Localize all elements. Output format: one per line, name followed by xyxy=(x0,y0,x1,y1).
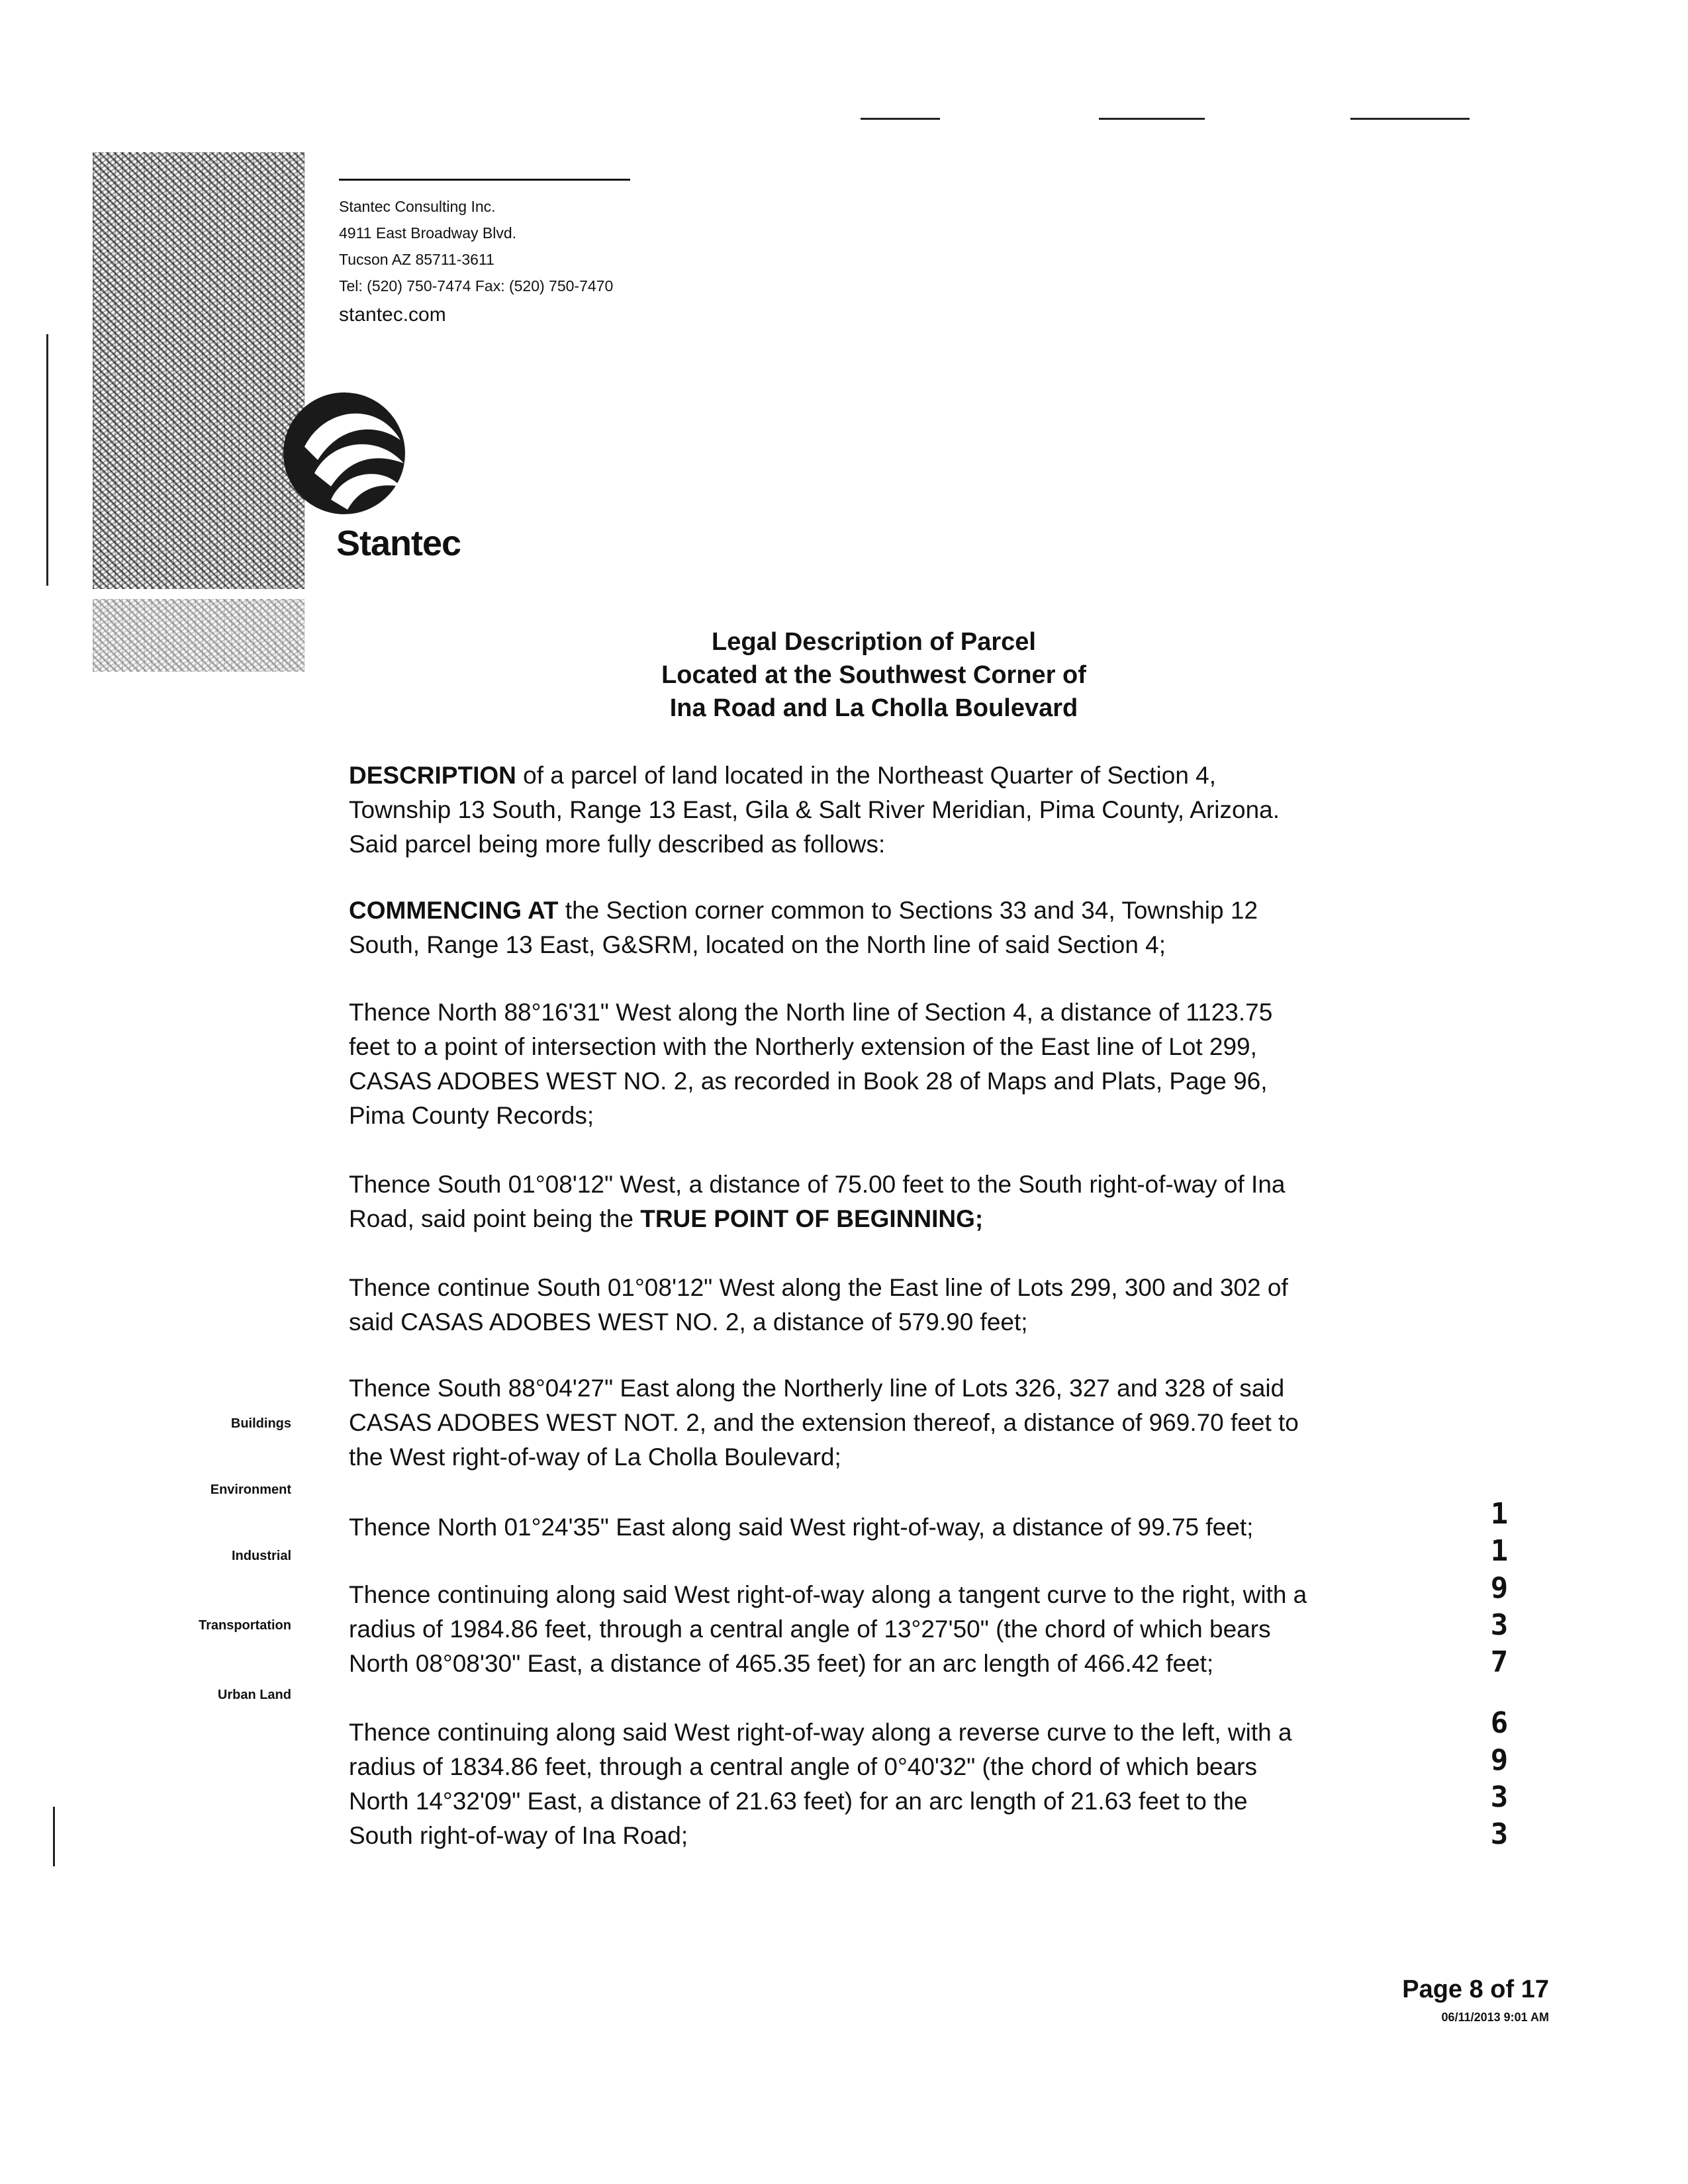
scan-mark xyxy=(861,118,940,120)
paragraph-course xyxy=(349,1371,1408,1475)
paragraph-line: radius of 1834.86 feet, through a central angle of 0°40'32" (the chord of which bears xyxy=(349,1753,1257,1780)
paragraph-line: CASAS ADOBES WEST NOT. 2, and the extension thereof, a distance of 969.70 feet to xyxy=(349,1409,1299,1436)
paragraph-line: Thence continuing along said West right-of-way along a tangent curve to the right, with a xyxy=(349,1581,1307,1608)
paragraph-course xyxy=(349,1715,1408,1853)
letterhead-texture xyxy=(93,599,305,672)
true-point-of-beginning: TRUE POINT OF BEGINNING; xyxy=(640,1205,984,1232)
paragraph-lead: COMMENCING AT xyxy=(349,897,559,924)
sidebar-item-transportation: Transportation xyxy=(198,1618,291,1633)
sidebar-item-environment: Environment xyxy=(210,1482,291,1497)
address-line-2: Tucson AZ 85711-3611 xyxy=(339,251,494,268)
paragraph-course xyxy=(349,1510,1408,1545)
paragraph-line: Township 13 South, Range 13 East, Gila & Salt River Meridian, Pima County, Arizona. xyxy=(349,796,1280,823)
address-line-1: 4911 East Broadway Blvd. xyxy=(339,224,517,242)
title-line: Located at the Southwest Corner of xyxy=(661,661,1086,689)
scan-mark xyxy=(1099,118,1205,120)
paragraph-line: South right-of-way of Ina Road; xyxy=(349,1822,688,1849)
paragraph-line: Thence North 01°24'35" East along said West right-of-way, a distance of 99.75 feet; xyxy=(349,1514,1254,1541)
phone-fax: Tel: (520) 750-7474 Fax: (520) 750-7470 xyxy=(339,277,614,295)
paragraph-line: CASAS ADOBES WEST NO. 2, as recorded in Book 28 of Maps and Plats, Page 96, xyxy=(349,1068,1268,1095)
paragraph-line xyxy=(349,1202,1408,1236)
paragraph-line: radius of 1984.86 feet, through a central angle of 13°27'50" (the chord of which bears xyxy=(349,1615,1271,1643)
title-line: Legal Description of Parcel xyxy=(712,628,1036,656)
stantec-logo-icon xyxy=(278,387,410,520)
timestamp: 06/11/2013 9:01 AM xyxy=(1441,2011,1549,2024)
document-title xyxy=(523,625,1225,725)
letterhead-contact xyxy=(339,193,613,328)
paragraph-text: of a parcel of land located in the Northeast Quarter of Section 4, xyxy=(516,762,1217,789)
paragraph-line: Thence South 01°08'12" West, a distance of 75.00 feet to the South right-of-way of Ina xyxy=(349,1171,1286,1198)
scan-mark xyxy=(1350,118,1470,120)
paragraph-line: feet to a point of intersection with the Northerly extension of the East line of Lot 299, xyxy=(349,1033,1257,1060)
paragraph-line: North 08°08'30" East, a distance of 465.35 feet) for an arc length of 466.42 feet; xyxy=(349,1650,1214,1677)
recording-digit: 9 xyxy=(1490,1571,1509,1605)
paragraph-text: the Section corner common to Sections 33 and 34, Township 12 xyxy=(558,897,1258,924)
paragraph-course xyxy=(349,1167,1408,1236)
paragraph-line xyxy=(349,758,1408,793)
letterhead-texture xyxy=(93,152,305,589)
sidebar-item-urban-land: Urban Land xyxy=(217,1688,291,1702)
recording-digit: 7 xyxy=(1490,1645,1509,1679)
paragraph-line: Said parcel being more fully described as follows: xyxy=(349,831,886,858)
recording-digit: 3 xyxy=(1490,1780,1509,1814)
paragraph-lead: DESCRIPTION xyxy=(349,762,516,789)
company-name: Stantec Consulting Inc. xyxy=(339,198,496,215)
paragraph-line: Pima County Records; xyxy=(349,1102,594,1129)
recording-digit: 1 xyxy=(1490,1497,1509,1531)
brand-name: Stantec xyxy=(336,523,461,563)
recording-digit: 3 xyxy=(1490,1608,1509,1642)
sidebar-item-buildings: Buildings xyxy=(230,1416,291,1431)
recording-number xyxy=(1486,1496,1513,1853)
paragraph-line: Thence North 88°16'31" West along the North line of Section 4, a distance of 1123.75 xyxy=(349,999,1273,1026)
paragraph-line: the West right-of-way of La Cholla Boulevard; xyxy=(349,1443,841,1471)
recording-digit: 3 xyxy=(1490,1817,1509,1851)
paragraph-line: Thence continuing along said West right-of-way along a reverse curve to the left, with a xyxy=(349,1719,1292,1746)
paragraph-line: Thence South 88°04'27" East along the Northerly line of Lots 326, 327 and 328 of said xyxy=(349,1375,1285,1402)
paragraph-line xyxy=(349,893,1408,928)
recording-digit: 9 xyxy=(1490,1743,1509,1777)
recording-digit: 1 xyxy=(1490,1534,1509,1568)
paragraph-line: South, Range 13 East, G&SRM, located on the North line of said Section 4; xyxy=(349,931,1166,958)
letterhead-rule xyxy=(339,179,630,181)
recording-digit: 6 xyxy=(1490,1706,1509,1740)
paragraph-line: North 14°32'09" East, a distance of 21.63 feet) for an arc length of 21.63 feet to the xyxy=(349,1788,1248,1815)
paragraph-description xyxy=(349,758,1408,862)
paragraph-line: Thence continue South 01°08'12" West along the East line of Lots 299, 300 and 302 of xyxy=(349,1274,1288,1301)
page-number: Page 8 of 17 xyxy=(1402,1976,1549,2003)
paragraph-course xyxy=(349,995,1408,1133)
paragraph-line: said CASAS ADOBES WEST NO. 2, a distance of 579.90 feet; xyxy=(349,1308,1028,1336)
paragraph-text: Road, said point being the xyxy=(349,1205,641,1232)
paragraph-commencing xyxy=(349,893,1408,962)
sidebar-item-industrial: Industrial xyxy=(231,1549,291,1563)
title-line: Ina Road and La Cholla Boulevard xyxy=(669,694,1078,722)
paragraph-course xyxy=(349,1271,1408,1340)
scan-mark xyxy=(53,1807,55,1866)
paragraph-course xyxy=(349,1578,1408,1681)
website-link[interactable]: stantec.com xyxy=(339,304,446,326)
scan-mark xyxy=(46,334,48,586)
